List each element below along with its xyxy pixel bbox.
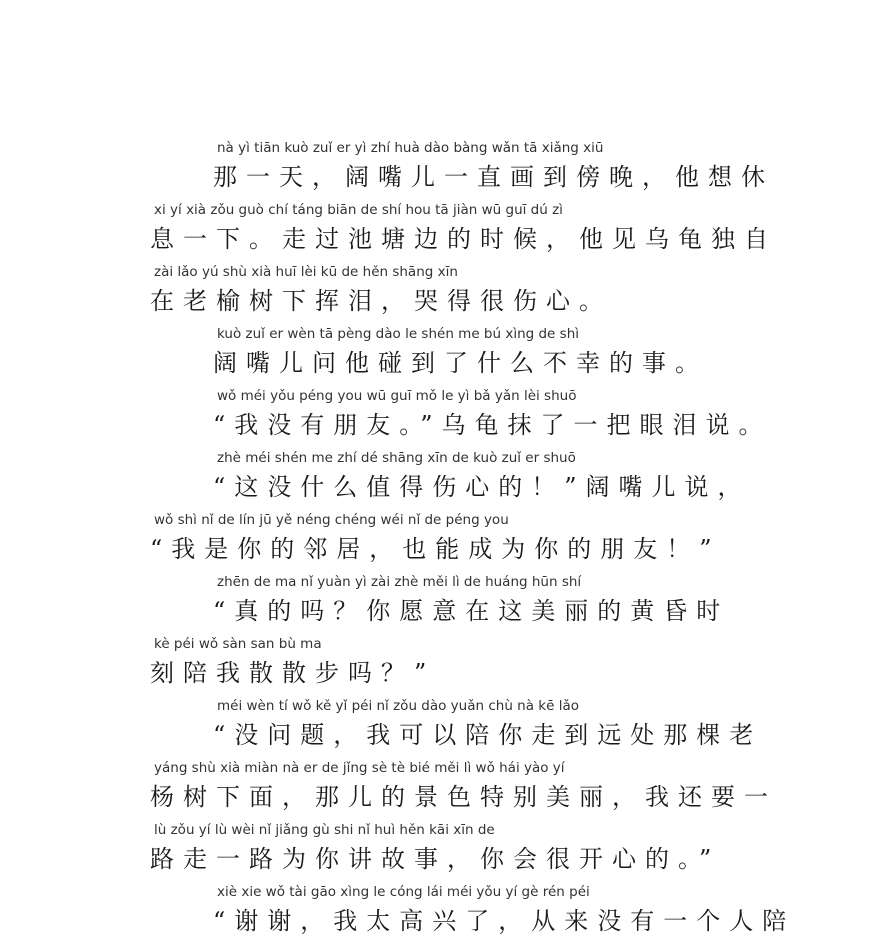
pinyin-row: zhè méi shén me zhí dé shāng xīn de kuò zuǐ er shuō xyxy=(217,450,576,466)
pinyin-row: yáng shù xià miàn nà er de jǐng sè tè bié měi lì wǒ hái yào yí xyxy=(154,760,565,776)
hanzi-row: “没问题，我可以陪你走到远处那棵老 xyxy=(213,721,763,749)
pinyin-row: kè péi wǒ sàn san bù ma xyxy=(154,636,322,652)
hanzi-row: 路走一路为你讲故事，你会很开心的。” xyxy=(150,845,721,873)
hanzi-row: 息一下。走过池塘边的时候，他见乌龟独自 xyxy=(150,225,777,253)
pinyin-row: nà yì tiān kuò zuǐ er yì zhí huà dào bàng wǎn tā xiǎng xiū xyxy=(217,140,604,156)
hanzi-row: “我是你的邻居，也能成为你的朋友！” xyxy=(150,535,721,563)
hanzi-row: 刻陪我散散步吗？” xyxy=(150,659,436,687)
pinyin-row: wǒ shì nǐ de lín jū yě néng chéng wéi nǐ de péng you xyxy=(154,512,509,528)
hanzi-row: 那一天，阔嘴儿一直画到傍晚，他想休 xyxy=(213,163,774,191)
pinyin-row: xi yí xià zǒu guò chí táng biān de shí hou tā jiàn wū guī dú zì xyxy=(154,202,563,218)
hanzi-row: 在老榆树下挥泪，哭得很伤心。 xyxy=(150,287,612,315)
pinyin-row: méi wèn tí wǒ kě yǐ péi nǐ zǒu dào yuǎn chù nà kē lǎo xyxy=(217,698,579,714)
hanzi-row: “谢谢，我太高兴了，从来没有一个人陪 xyxy=(213,907,796,935)
hanzi-row: “这没什么值得伤心的！”阔嘴儿说， xyxy=(213,473,751,501)
hanzi-row: “我没有朋友。”乌龟抹了一把眼泪说。 xyxy=(213,411,772,439)
hanzi-row: “真的吗？你愿意在这美丽的黄昏时 xyxy=(213,597,730,625)
hanzi-row: 杨树下面，那儿的景色特别美丽，我还要一 xyxy=(150,783,777,811)
pinyin-row: xiè xie wǒ tài gāo xìng le cóng lái méi yǒu yí gè rén péi xyxy=(217,884,590,900)
pinyin-row: zhēn de ma nǐ yuàn yì zài zhè měi lì de huáng hūn shí xyxy=(217,574,582,590)
hanzi-row: 阔嘴儿问他碰到了什么不幸的事。 xyxy=(213,349,708,377)
pinyin-row: lù zǒu yí lù wèi nǐ jiǎng gù shi nǐ huì hěn kāi xīn de xyxy=(154,822,495,838)
pinyin-row: zài lǎo yú shù xià huī lèi kū de hěn shāng xīn xyxy=(154,264,458,280)
pinyin-row: wǒ méi yǒu péng you wū guī mǒ le yì bǎ yǎn lèi shuō xyxy=(217,388,577,404)
pinyin-row: kuò zuǐ er wèn tā pèng dào le shén me bú xìng de shì xyxy=(217,326,579,342)
